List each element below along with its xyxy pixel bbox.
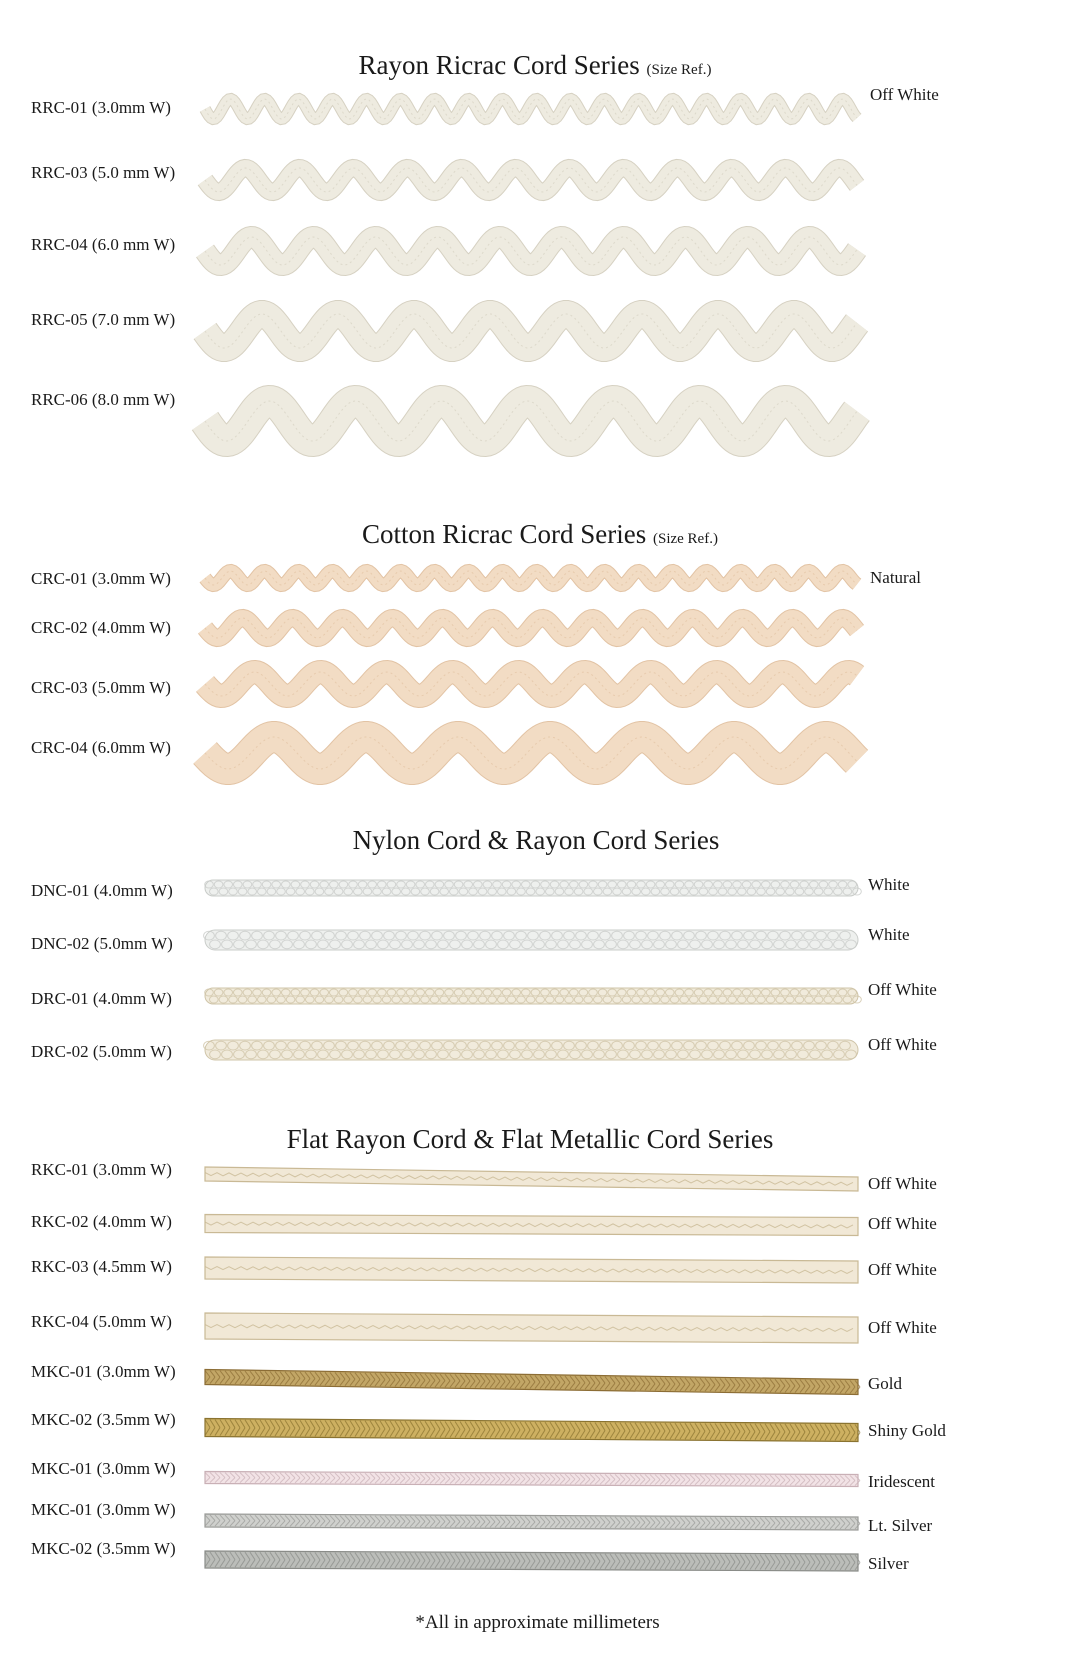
section-title-nylon-rayon <box>353 825 720 856</box>
section-title-cotton-ricrac <box>362 519 718 550</box>
item-label: MKC-01 (3.0mm W) <box>31 1362 176 1381</box>
item-label: CRC-03 (5.0mm W) <box>31 678 171 697</box>
color-name: Iridescent <box>868 1472 936 1491</box>
item-label: MKC-02 (3.5mm W) <box>31 1410 176 1429</box>
item-label: MKC-02 (3.5mm W) <box>31 1539 176 1558</box>
color-name: Shiny Gold <box>868 1421 946 1440</box>
color-name: Natural <box>870 568 921 587</box>
footnote: *All in approximate millimeters <box>415 1612 660 1633</box>
swatch-drc-02 <box>205 1036 858 1064</box>
color-name: Off White <box>868 980 937 999</box>
swatch-mkc-01-gold <box>205 1368 858 1396</box>
size-ref-note: (Size Ref.) <box>652 531 718 547</box>
section-title-text: Cotton Ricrac Cord Series <box>362 519 647 549</box>
swatch-crc-03 <box>205 655 858 713</box>
swatch-rkc-01 <box>205 1164 858 1194</box>
swatch-rrc-04 <box>205 220 858 282</box>
item-label: RRC-03 (5.0 mm W) <box>31 163 176 182</box>
swatch-mkc-02-shiny-gold <box>205 1416 858 1444</box>
section-title-text: Rayon Ricrac Cord Series <box>358 50 640 80</box>
color-name: Gold <box>868 1374 902 1393</box>
color-name: Off White <box>868 1214 937 1233</box>
item-label: DRC-02 (5.0mm W) <box>31 1042 172 1061</box>
color-name: Silver <box>868 1554 909 1573</box>
color-name: Off White <box>870 85 939 104</box>
item-label: MKC-01 (3.0mm W) <box>31 1500 176 1519</box>
color-name: Off White <box>868 1318 937 1337</box>
swatch-rkc-04 <box>205 1311 858 1345</box>
swatch-dnc-01 <box>205 876 858 900</box>
swatch-crc-04 <box>205 715 858 791</box>
item-label: CRC-01 (3.0mm W) <box>31 569 171 588</box>
swatch-dnc-02 <box>205 926 858 954</box>
item-label: RRC-04 (6.0 mm W) <box>31 235 176 254</box>
color-name: Lt. Silver <box>868 1516 933 1535</box>
item-label: MKC-01 (3.0mm W) <box>31 1459 176 1478</box>
section-title-flat-cord <box>287 1124 774 1155</box>
swatch-rkc-02 <box>205 1212 858 1238</box>
color-name: Off White <box>868 1174 937 1193</box>
swatch-drc-01 <box>205 984 858 1008</box>
color-name: Off White <box>868 1260 937 1279</box>
item-label: RKC-02 (4.0mm W) <box>31 1212 172 1231</box>
size-ref-note: (Size Ref.) <box>646 62 712 78</box>
item-label: RKC-04 (5.0mm W) <box>31 1312 172 1331</box>
swatch-rrc-01 <box>205 90 858 128</box>
swatch-crc-02 <box>205 606 858 650</box>
swatch-rkc-03 <box>205 1254 858 1286</box>
item-label: CRC-04 (6.0mm W) <box>31 738 171 757</box>
section-title-text: Flat Rayon Cord & Flat Metallic Cord Series <box>286 1124 774 1154</box>
item-label: DNC-02 (5.0mm W) <box>31 934 173 953</box>
color-name: White <box>868 925 910 944</box>
swatch-mkc-02-silver <box>205 1548 858 1574</box>
item-label: CRC-02 (4.0mm W) <box>31 618 171 637</box>
color-name: Off White <box>868 1035 937 1054</box>
item-label: DNC-01 (4.0mm W) <box>31 881 173 900</box>
item-label: RKC-01 (3.0mm W) <box>31 1160 172 1179</box>
swatch-mkc-01-iridescent <box>205 1468 858 1490</box>
swatch-rrc-03 <box>205 155 858 205</box>
swatch-rrc-05 <box>205 294 858 368</box>
item-label: DRC-01 (4.0mm W) <box>31 989 172 1008</box>
swatch-rrc-06 <box>205 378 858 464</box>
item-label: RRC-05 (7.0 mm W) <box>31 310 176 329</box>
color-name: White <box>868 875 910 894</box>
section-title-text: Nylon Cord & Rayon Cord Series <box>352 825 720 855</box>
item-label: RRC-01 (3.0mm W) <box>31 98 171 117</box>
swatch-mkc-01-lt-silver <box>205 1511 858 1533</box>
section-title-rayon-ricrac <box>359 50 712 81</box>
item-label: RRC-06 (8.0 mm W) <box>31 390 176 409</box>
item-label: RKC-03 (4.5mm W) <box>31 1257 172 1276</box>
swatch-crc-01 <box>205 562 858 594</box>
